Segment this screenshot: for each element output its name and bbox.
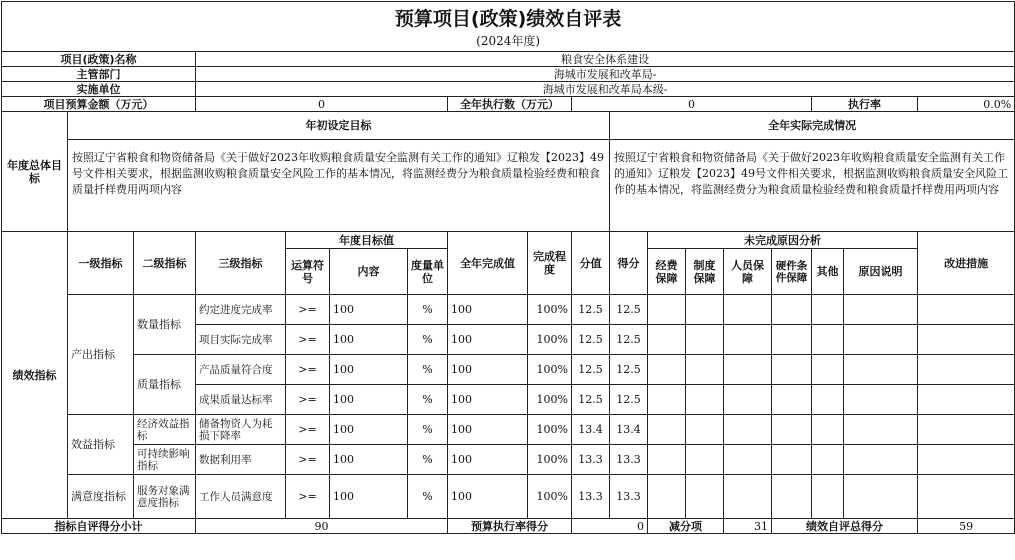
indicator-content: 100 xyxy=(330,355,408,385)
actual-goal-header: 全年实际完成情况 xyxy=(610,112,1015,140)
initial-goal-text: 按照辽宁省粮食和物资储备局《关于做好2023年收购粮食质量安全监测有关工作的通知》辽粮发【2023】49号文件相关要求，根据监测收购粮食质量安全风险工作的基本情况，将监测经费分为粮食质量检验经费和粮食质量扦样费用两项内容 xyxy=(68,140,610,232)
deduct-label: 减分项 xyxy=(648,519,724,534)
group-satisfaction: 满意度指标 xyxy=(68,475,134,519)
subtotal-label: 指标自评得分小计 xyxy=(2,519,196,534)
indicator-score: 13.4 xyxy=(610,415,648,445)
total-label: 绩效自评总得分 xyxy=(772,519,918,534)
unit-header: 度量单位 xyxy=(408,249,448,295)
budget-label: 项目预算金额（万元） xyxy=(2,97,196,112)
indicator-op: >= xyxy=(286,445,330,475)
indicator-op: >= xyxy=(286,325,330,355)
evaluation-sheet xyxy=(1,1,1014,558)
actual-header: 全年完成值 xyxy=(448,232,528,295)
indicator-value: 12.5 xyxy=(572,325,610,355)
indicator-actual: 100 xyxy=(448,385,528,415)
reason-staff-header: 人员保障 xyxy=(724,249,772,295)
level2-header: 二级指标 xyxy=(134,232,196,295)
indicator-value: 12.5 xyxy=(572,295,610,325)
deduct-value: 31 xyxy=(724,519,772,534)
indicator-degree: 100% xyxy=(528,325,572,355)
subtotal-value: 90 xyxy=(196,519,448,534)
reason-desc-header: 原因说明 xyxy=(844,249,918,295)
budget-value: 0 xyxy=(196,97,448,112)
indicator-content: 100 xyxy=(330,325,408,355)
group-output: 产出指标 xyxy=(68,295,134,415)
op-header: 运算符号 xyxy=(286,249,330,295)
reason-other-header: 其他 xyxy=(812,249,844,295)
rate-value: 0.0% xyxy=(918,97,1015,112)
initial-goal-header: 年初设定目标 xyxy=(68,112,610,140)
page-title: 预算项目(政策)绩效自评表 xyxy=(2,2,1015,33)
indicator-degree: 100% xyxy=(528,445,572,475)
group-econ: 经济效益指标 xyxy=(134,415,196,445)
indicator-value: 13.3 xyxy=(572,475,610,519)
unit-label: 实施单位 xyxy=(2,82,196,97)
indicator-actual: 100 xyxy=(448,445,528,475)
indicator-actual: 100 xyxy=(448,355,528,385)
indicator-content: 100 xyxy=(330,385,408,415)
project-name-label: 项目(政策)名称 xyxy=(2,52,196,67)
reason-fund-header: 经费保障 xyxy=(648,249,686,295)
table-row xyxy=(2,475,1015,519)
exec-value: 0 xyxy=(572,97,812,112)
indicator-content: 100 xyxy=(330,445,408,475)
indicator-actual: 100 xyxy=(448,415,528,445)
indicator-name: 约定进度完成率 xyxy=(196,295,286,325)
score-header: 得分 xyxy=(610,232,648,295)
indicator-name: 成果质量达标率 xyxy=(196,385,286,415)
indicator-score: 13.3 xyxy=(610,445,648,475)
page-subtitle: (2024年度) xyxy=(2,33,1015,52)
unit-value: 海城市发展和改革局本级- xyxy=(196,82,1015,97)
level1-header: 一级指标 xyxy=(68,232,134,295)
reasons-group-header: 未完成原因分析 xyxy=(648,232,918,249)
indicator-value: 12.5 xyxy=(572,355,610,385)
indicator-name: 项目实际完成率 xyxy=(196,325,286,355)
indicator-degree: 100% xyxy=(528,475,572,519)
indicator-op: >= xyxy=(286,295,330,325)
indicator-unit: % xyxy=(408,355,448,385)
level3-header: 三级指标 xyxy=(196,232,286,295)
perf-indicator-label: 绩效指标 xyxy=(2,232,68,519)
rate-label: 执行率 xyxy=(812,97,918,112)
indicator-content: 100 xyxy=(330,295,408,325)
indicator-degree: 100% xyxy=(528,415,572,445)
table-row xyxy=(2,415,1015,445)
indicator-score: 12.5 xyxy=(610,385,648,415)
indicator-op: >= xyxy=(286,385,330,415)
content-header: 内容 xyxy=(330,249,408,295)
project-name-value: 粮食安全体系建设 xyxy=(196,52,1015,67)
indicator-op: >= xyxy=(286,355,330,385)
table-row xyxy=(2,295,1015,325)
group-sustain: 可持续影响指标 xyxy=(134,445,196,475)
indicator-op: >= xyxy=(286,415,330,445)
score-value-header: 分值 xyxy=(572,232,610,295)
indicator-content: 100 xyxy=(330,415,408,445)
group-service: 服务对象满意度指标 xyxy=(134,475,196,519)
evaluation-table xyxy=(1,1,1015,534)
indicator-unit: % xyxy=(408,475,448,519)
group-quantity: 数量指标 xyxy=(134,295,196,355)
indicator-value: 13.3 xyxy=(572,445,610,475)
group-benefit: 效益指标 xyxy=(68,415,134,475)
table-row xyxy=(2,355,1015,385)
indicator-score: 13.3 xyxy=(610,475,648,519)
budget-score-label: 预算执行率得分 xyxy=(448,519,572,534)
indicator-score: 12.5 xyxy=(610,355,648,385)
indicator-name: 工作人员满意度 xyxy=(196,475,286,519)
table-row xyxy=(2,445,1015,475)
indicator-actual: 100 xyxy=(448,325,528,355)
indicator-unit: % xyxy=(408,325,448,355)
indicator-name: 数据利用率 xyxy=(196,445,286,475)
indicator-unit: % xyxy=(408,415,448,445)
dept-value: 海城市发展和改革局- xyxy=(196,67,1015,82)
indicator-content: 100 xyxy=(330,475,408,519)
indicator-degree: 100% xyxy=(528,355,572,385)
exec-label: 全年执行数（万元） xyxy=(448,97,572,112)
actual-goal-text: 按照辽宁省粮食和物资储备局《关于做好2023年收购粮食质量安全监测有关工作的通知》辽粮发【2023】49号文件相关要求，根据监测收购粮食质量安全风险工作的基本情况，将监测经费分为粮食质量检验经费和粮食质量扦样费用两项内容 xyxy=(610,140,1015,232)
indicator-actual: 100 xyxy=(448,475,528,519)
indicator-degree: 100% xyxy=(528,385,572,415)
group-quality: 质量指标 xyxy=(134,355,196,415)
target-group-header: 年度目标值 xyxy=(286,232,448,249)
indicator-unit: % xyxy=(408,385,448,415)
indicator-op: >= xyxy=(286,475,330,519)
reason-system-header: 制度保障 xyxy=(686,249,724,295)
total-value: 59 xyxy=(918,519,1015,534)
indicator-score: 12.5 xyxy=(610,325,648,355)
indicator-value: 13.4 xyxy=(572,415,610,445)
indicator-unit: % xyxy=(408,445,448,475)
indicator-unit: % xyxy=(408,295,448,325)
dept-label: 主管部门 xyxy=(2,67,196,82)
indicator-name: 产品质量符合度 xyxy=(196,355,286,385)
budget-score-value: 0 xyxy=(572,519,648,534)
reason-hardware-header: 硬件条件保障 xyxy=(772,249,812,295)
indicator-value: 12.5 xyxy=(572,385,610,415)
indicator-actual: 100 xyxy=(448,295,528,325)
indicator-name: 储备物资人为耗损下降率 xyxy=(196,415,286,445)
indicator-degree: 100% xyxy=(528,295,572,325)
degree-header: 完成程度 xyxy=(528,232,572,295)
improve-header: 改进措施 xyxy=(918,232,1015,295)
indicator-score: 12.5 xyxy=(610,295,648,325)
annual-goal-label: 年度总体目标 xyxy=(2,112,68,232)
